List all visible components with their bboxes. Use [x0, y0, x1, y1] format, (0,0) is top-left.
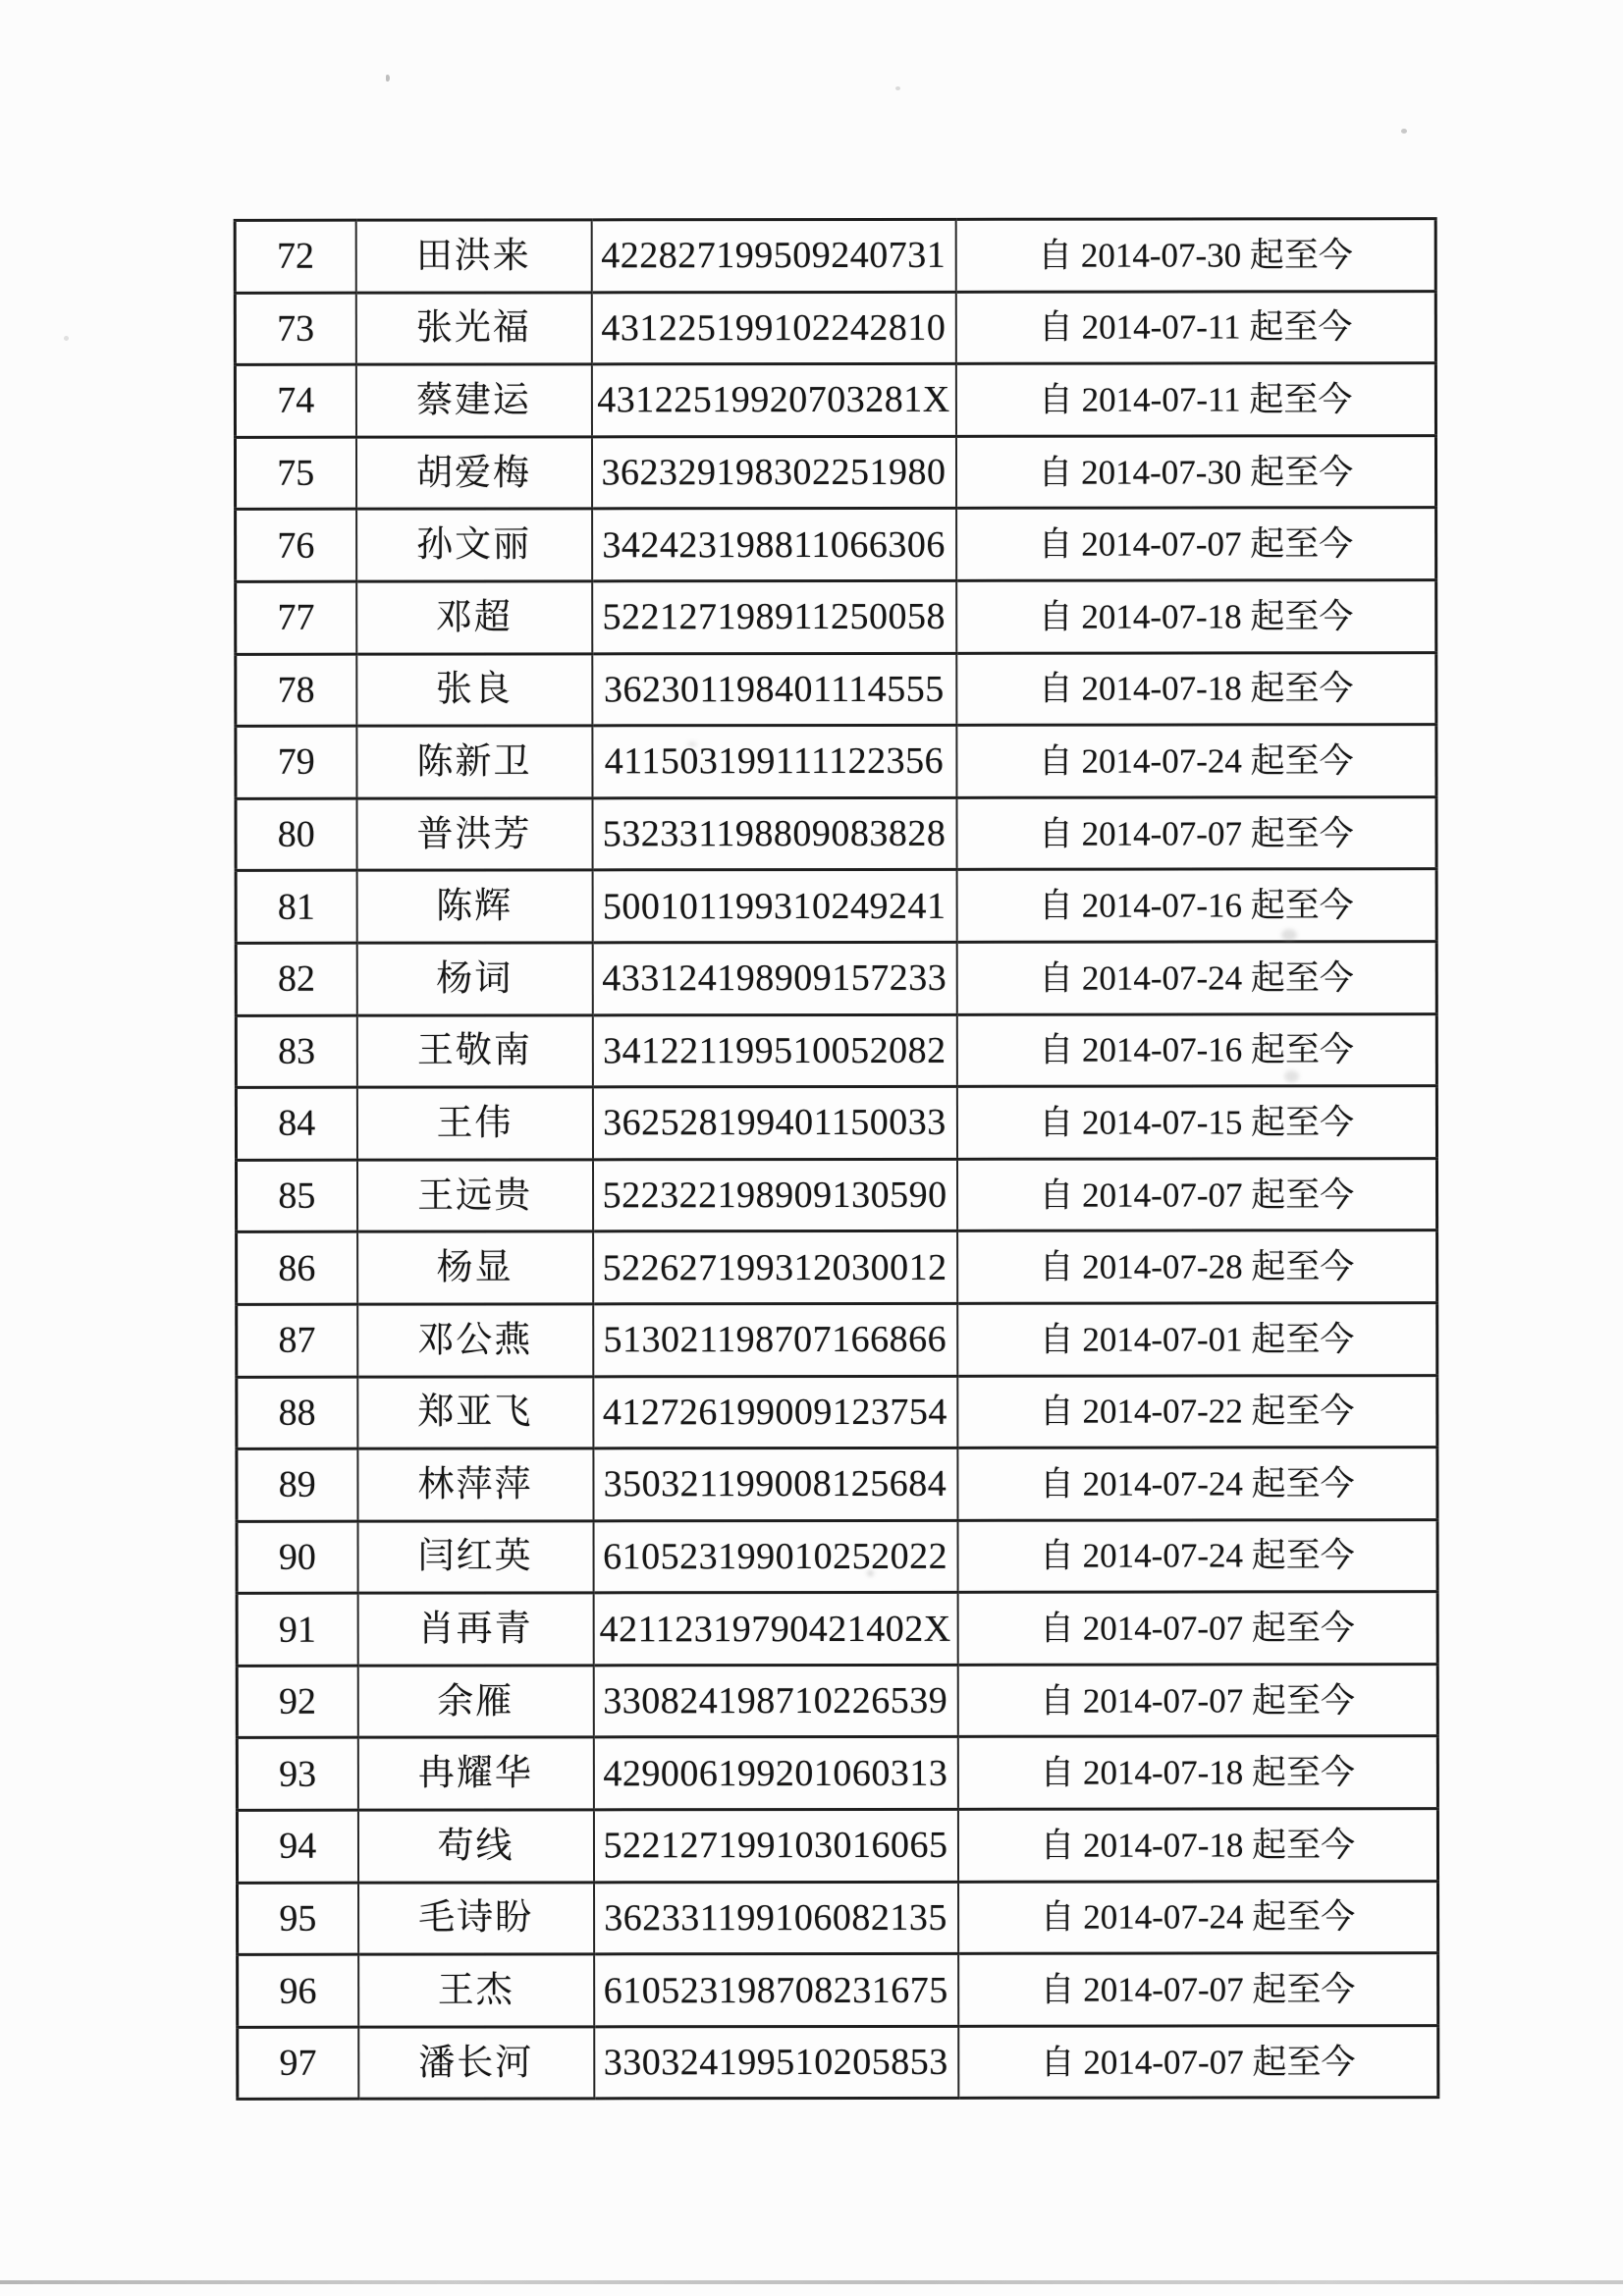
- row-index-cell: 97: [238, 2027, 358, 2100]
- row-period-cell: 自 2014-07-18 起至今: [957, 1809, 1437, 1882]
- row-id-cell: 342423198811066306: [592, 509, 956, 581]
- table-row: [236, 796, 1436, 870]
- scan-smudge: [1281, 929, 1297, 941]
- table-row: [237, 1736, 1437, 1810]
- scan-speck: [895, 86, 900, 90]
- table-row: [236, 580, 1436, 654]
- table-row: [237, 1448, 1437, 1521]
- row-period-cell: 自 2014-07-07 起至今: [956, 508, 1436, 580]
- row-period-cell: 自 2014-07-11 起至今: [955, 363, 1435, 436]
- row-index-cell: 84: [236, 1087, 356, 1160]
- row-id-cell: 532331198809083828: [592, 797, 956, 870]
- row-id-cell: 522627199312030012: [593, 1231, 957, 1304]
- row-name-cell: 王远贵: [357, 1160, 593, 1232]
- row-name-cell: 郑亚飞: [357, 1376, 593, 1449]
- row-period-cell: 自 2014-07-07 起至今: [958, 1953, 1438, 2026]
- row-index-cell: 95: [238, 1883, 358, 1955]
- row-id-cell: 411503199111122356: [592, 725, 956, 797]
- row-period-cell: 自 2014-07-16 起至今: [956, 869, 1436, 942]
- row-index-cell: 91: [237, 1593, 357, 1666]
- row-id-cell: 362329198302251980: [591, 436, 955, 509]
- row-name-cell: 毛诗盼: [358, 1883, 594, 1955]
- row-period-cell: 自 2014-07-28 起至今: [957, 1230, 1437, 1303]
- table-row: [237, 1519, 1437, 1593]
- row-index-cell: 86: [237, 1231, 357, 1304]
- scan-smudge: [1284, 1070, 1299, 1082]
- row-name-cell: 普洪芳: [356, 798, 592, 871]
- row-period-cell: 自 2014-07-24 起至今: [958, 1881, 1438, 1953]
- row-period-cell: 自 2014-07-07 起至今: [957, 1592, 1437, 1665]
- row-id-cell: 341221199510052082: [592, 1014, 956, 1087]
- row-period-cell: 自 2014-07-22 起至今: [957, 1375, 1437, 1448]
- row-id-cell: 431225199102242810: [591, 292, 955, 364]
- row-index-cell: 76: [236, 510, 356, 582]
- row-index-cell: 77: [236, 581, 356, 654]
- row-id-cell: 43122519920703281X: [591, 364, 955, 437]
- table-row: [237, 1592, 1437, 1666]
- row-period-cell: 自 2014-07-15 起至今: [956, 1086, 1436, 1159]
- row-index-cell: 87: [237, 1304, 357, 1377]
- roster-table-body: [235, 219, 1438, 2100]
- row-period-cell: 自 2014-07-18 起至今: [956, 652, 1436, 725]
- row-period-cell: 自 2014-07-07 起至今: [956, 796, 1436, 869]
- row-period-cell: 自 2014-07-30 起至今: [955, 219, 1435, 292]
- table-row: [236, 725, 1436, 798]
- row-id-cell: 422827199509240731: [591, 219, 955, 292]
- row-period-cell: 自 2014-07-11 起至今: [955, 291, 1435, 363]
- row-name-cell: 张良: [356, 653, 592, 726]
- row-id-cell: 500101199310249241: [592, 870, 956, 943]
- row-name-cell: 田洪来: [355, 220, 591, 293]
- roster-table-container: [234, 217, 1440, 2101]
- row-id-cell: 362331199106082135: [594, 1882, 958, 1954]
- table-row: [235, 291, 1435, 364]
- row-period-cell: 自 2014-07-01 起至今: [957, 1303, 1437, 1376]
- row-index-cell: 80: [236, 798, 356, 871]
- row-id-cell: 429006199201060313: [593, 1737, 957, 1810]
- row-name-cell: 苟线: [357, 1810, 593, 1883]
- row-index-cell: 81: [236, 871, 356, 944]
- table-row: [238, 1881, 1438, 1954]
- row-name-cell: 孙文丽: [356, 509, 592, 581]
- row-name-cell: 王伟: [356, 1087, 592, 1160]
- row-id-cell: 42112319790421402X: [593, 1593, 957, 1666]
- row-index-cell: 96: [238, 1954, 358, 2027]
- row-period-cell: 自 2014-07-18 起至今: [956, 580, 1436, 653]
- row-index-cell: 90: [237, 1521, 357, 1594]
- row-period-cell: 自 2014-07-07 起至今: [958, 2025, 1438, 2098]
- table-row: [236, 869, 1436, 943]
- table-row: [238, 1953, 1438, 2027]
- row-period-cell: 自 2014-07-16 起至今: [956, 1013, 1436, 1086]
- row-period-cell: 自 2014-07-30 起至今: [955, 435, 1435, 508]
- row-id-cell: 513021198707166866: [593, 1303, 957, 1376]
- row-index-cell: 83: [236, 1015, 356, 1088]
- table-row: [237, 1303, 1437, 1377]
- row-name-cell: 潘长河: [358, 2027, 594, 2100]
- row-index-cell: 75: [235, 437, 355, 510]
- row-index-cell: 74: [235, 364, 355, 437]
- row-id-cell: 522322198909130590: [593, 1159, 957, 1231]
- row-name-cell: 王敬南: [356, 1014, 592, 1087]
- scan-speck: [64, 336, 69, 341]
- table-row: [238, 2025, 1438, 2099]
- row-id-cell: 362301198401114555: [592, 653, 956, 726]
- row-period-cell: 自 2014-07-24 起至今: [957, 1448, 1437, 1520]
- table-row: [236, 508, 1436, 581]
- row-index-cell: 93: [237, 1738, 357, 1811]
- row-name-cell: 胡爱梅: [355, 437, 591, 510]
- row-period-cell: 自 2014-07-24 起至今: [956, 942, 1436, 1014]
- row-name-cell: 蔡建运: [355, 364, 591, 437]
- row-name-cell: 杨词: [356, 943, 592, 1015]
- row-name-cell: 邓公燕: [357, 1304, 593, 1377]
- row-period-cell: 自 2014-07-07 起至今: [956, 1158, 1436, 1230]
- scan-edge-line: [0, 2280, 1623, 2284]
- row-name-cell: 陈辉: [356, 870, 592, 943]
- row-index-cell: 85: [237, 1160, 357, 1232]
- row-id-cell: 350321199008125684: [593, 1448, 957, 1520]
- row-index-cell: 92: [237, 1666, 357, 1738]
- row-period-cell: 自 2014-07-24 起至今: [957, 1519, 1437, 1592]
- row-id-cell: 412726199009123754: [593, 1376, 957, 1449]
- scan-smudge: [687, 741, 697, 747]
- scan-speck: [1401, 129, 1407, 134]
- scan-speck: [386, 75, 390, 82]
- row-index-cell: 88: [237, 1377, 357, 1449]
- table-row: [236, 1013, 1436, 1087]
- row-id-cell: 330824198710226539: [593, 1665, 957, 1737]
- row-period-cell: 自 2014-07-07 起至今: [957, 1665, 1437, 1737]
- row-name-cell: 闫红英: [357, 1521, 593, 1594]
- row-name-cell: 杨显: [357, 1231, 593, 1304]
- row-id-cell: 610523199010252022: [593, 1520, 957, 1593]
- table-row: [235, 435, 1435, 509]
- row-index-cell: 82: [236, 943, 356, 1015]
- row-name-cell: 肖再青: [357, 1593, 593, 1666]
- table-row: [237, 1230, 1437, 1304]
- row-name-cell: 余雁: [357, 1666, 593, 1738]
- row-id-cell: 433124198909157233: [592, 942, 956, 1014]
- scan-smudge: [867, 1570, 874, 1576]
- row-name-cell: 陈新卫: [356, 726, 592, 798]
- row-index-cell: 78: [236, 654, 356, 727]
- table-row: [237, 1809, 1437, 1883]
- row-id-cell: 522127199103016065: [593, 1809, 957, 1882]
- row-id-cell: 330324199510205853: [594, 2026, 958, 2099]
- table-row: [236, 1086, 1436, 1160]
- row-name-cell: 张光福: [355, 292, 591, 364]
- table-row: [235, 363, 1435, 437]
- table-row: [237, 1375, 1437, 1449]
- table-row: [237, 1158, 1437, 1231]
- row-index-cell: 94: [237, 1810, 357, 1883]
- row-index-cell: 89: [237, 1449, 357, 1521]
- row-name-cell: 冉耀华: [357, 1737, 593, 1810]
- row-name-cell: 林萍萍: [357, 1449, 593, 1521]
- table-row: [235, 219, 1435, 293]
- row-name-cell: 邓超: [356, 581, 592, 654]
- row-index-cell: 72: [235, 220, 355, 293]
- row-period-cell: 自 2014-07-24 起至今: [956, 725, 1436, 797]
- row-id-cell: 522127198911250058: [592, 580, 956, 653]
- table-row: [237, 1665, 1437, 1738]
- roster-table: [234, 217, 1440, 2101]
- row-id-cell: 610523198708231675: [594, 1954, 958, 2027]
- row-period-cell: 自 2014-07-18 起至今: [957, 1736, 1437, 1809]
- row-index-cell: 73: [235, 293, 355, 365]
- row-index-cell: 79: [236, 726, 356, 798]
- table-row: [236, 652, 1436, 726]
- row-name-cell: 王杰: [358, 1954, 594, 2027]
- table-row: [236, 942, 1436, 1015]
- row-id-cell: 362528199401150033: [592, 1086, 956, 1159]
